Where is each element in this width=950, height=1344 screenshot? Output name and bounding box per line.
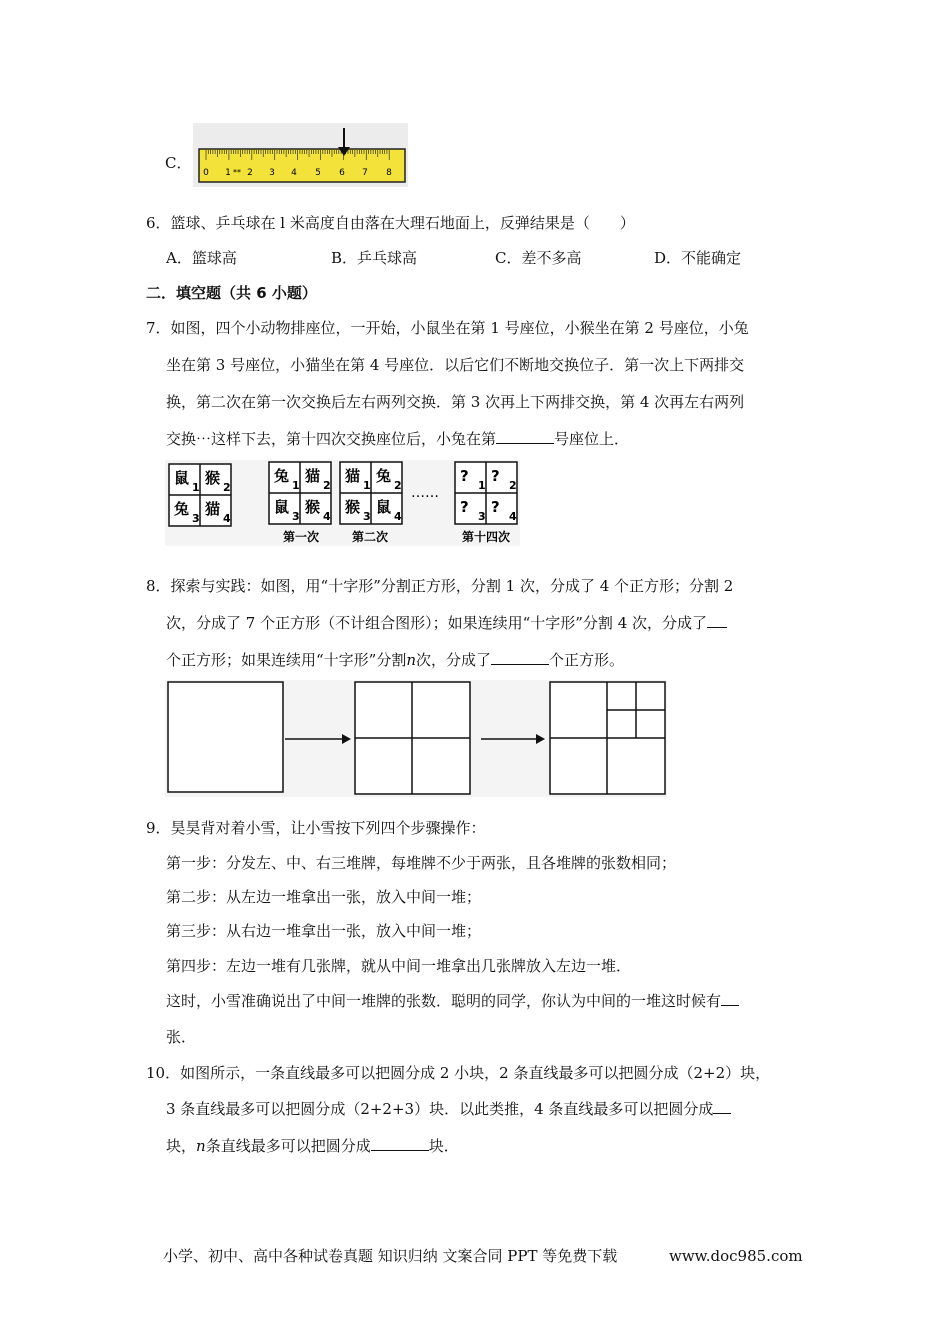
q9-step-3: 第三步：从右边一堆拿出一张，放入中间一堆； — [166, 922, 482, 940]
q10-line-3-head: 块， — [166, 1137, 197, 1155]
seat-animal: 猴 — [205, 469, 221, 488]
q9-step-4: 第四步：左边一堆有几张牌，就从中间一堆拿出几张牌放入左边一堆． — [166, 957, 632, 975]
ruler-number: 1 — [225, 168, 231, 178]
q7-line-4 — [166, 429, 629, 449]
seat-swap-figure — [165, 460, 520, 546]
ruler-number: 0 — [203, 168, 209, 178]
ellipsis: …… — [411, 485, 439, 501]
seat-number: 1 — [292, 479, 300, 492]
seat-number: 2 — [394, 479, 402, 492]
caption-first: 第一次 — [282, 530, 320, 544]
q8-line-3-tail: 个正方形。 — [549, 651, 625, 669]
seat-number: 2 — [323, 479, 331, 492]
q10-line-2-text: 3 条直线最多可以把圆分成（2+2+3）块．以此类推，4 条直线最多可以把圆分成 — [166, 1100, 714, 1118]
seat-number: 4 — [509, 510, 517, 523]
seat-grid-second — [340, 462, 402, 524]
ruler-number: 5 — [315, 168, 321, 178]
square-step-0 — [168, 682, 283, 792]
q10-line-2 — [166, 1099, 731, 1119]
q6-stem: 6．篮球、乒乓球在 l 米高度自由落在大理石地面上，反弹结果是（ ） — [146, 214, 635, 232]
seat-animal: ? — [491, 467, 500, 486]
q8-line-2-text: 次，分成了 7 个正方形（不计组合图形）；如果连续用“十字形”分割 4 次，分成了 — [166, 614, 707, 632]
q7-line-1: 7．如图，四个小动物排座位，一开始，小鼠坐在第 1 号座位，小猴坐在第 2 号座位，小兔 — [146, 319, 749, 337]
seat-number: 2 — [509, 479, 517, 492]
q8-line-2 — [166, 613, 727, 633]
seat-animal: 猫 — [205, 500, 221, 519]
q9-line-6-text: 这时，小雪准确说出了中间一堆牌的张数．聪明的同学，你认为中间的一堆这时候有 — [166, 992, 722, 1010]
q9-step-2: 第二步：从左边一堆拿出一张，放入中间一堆； — [166, 888, 482, 906]
q9-line-1: 9．昊昊背对着小雪，让小雪按下列四个步骤操作： — [146, 819, 486, 837]
seat-animal: 猫 — [345, 467, 361, 486]
ruler-number: 3 — [269, 168, 275, 178]
seat-animal: 猴 — [305, 498, 321, 517]
q8-line-3-mid: 次，分成了 — [416, 651, 492, 669]
ruler-figure — [193, 123, 408, 187]
seat-number: 4 — [394, 510, 402, 523]
q10-answer-blank-2[interactable] — [371, 1136, 429, 1151]
seat-animal: ? — [460, 467, 469, 486]
seat-number: 1 — [363, 479, 371, 492]
seat-animal: 鼠 — [376, 498, 392, 517]
q8-answer-blank-1[interactable] — [707, 613, 727, 628]
q8-line-1: 8．探索与实践：如图，用“十字形”分割正方形，分割 1 次，分成了 4 个正方形；分割 2 — [146, 577, 734, 595]
seat-number: 4 — [323, 510, 331, 523]
footer-text: 小学、初中、高中各种试卷真题 知识归纳 文案合同 PPT 等免费下载 — [163, 1247, 618, 1265]
seat-animal: 兔 — [376, 467, 392, 486]
q7-line-2: 坐在第 3 号座位，小猫坐在第 4 号座位．以后它们不断地交换位子．第一次上下两排交 — [166, 356, 745, 374]
ruler-number: 4 — [291, 168, 297, 178]
q9-step-1: 第一步：分发左、中、右三堆牌，每堆牌不少于两张，且各堆牌的张数相同； — [166, 854, 677, 872]
q10-answer-blank-1[interactable] — [713, 1099, 731, 1114]
q6-option-c: C．差不多高 — [495, 249, 582, 267]
q9-line-7: 张． — [166, 1028, 197, 1046]
seat-animal: 兔 — [174, 500, 190, 519]
seat-animal: 鼠 — [174, 469, 190, 488]
q7-line-3: 换，第二次在第一次交换后左右两列交换．第 3 次再上下两排交换，第 4 次再左右两列 — [166, 393, 745, 411]
q8-answer-blank-2[interactable] — [491, 650, 549, 665]
q8-line-3 — [166, 650, 624, 670]
seat-grid-initial — [169, 464, 231, 526]
seat-animal: 猫 — [305, 467, 321, 486]
seat-number: 1 — [192, 481, 200, 494]
ruler-mark: ** — [233, 168, 241, 177]
seat-number: 1 — [478, 479, 486, 492]
seat-number: 3 — [192, 512, 200, 525]
q10-line-3-mid: 条直线最多可以把圆分成 — [205, 1137, 371, 1155]
q7-line-4-text: 交换⋯这样下去，第十四次交换座位后，小兔在第 — [166, 430, 497, 448]
q10-line-3 — [166, 1136, 459, 1156]
section-title: 二．填空题（共 6 小题） — [146, 284, 317, 302]
q9-answer-blank[interactable] — [721, 991, 739, 1006]
seat-animal: 兔 — [274, 467, 290, 486]
q5-option-c-label: C． — [165, 154, 192, 172]
cross-split-figure — [165, 680, 667, 797]
seat-number: 3 — [478, 510, 486, 523]
q7-answer-blank[interactable] — [496, 429, 554, 444]
q9-line-6 — [166, 991, 739, 1011]
q7-line-4-tail: 号座位上． — [554, 430, 630, 448]
q10-line-1: 10．如图所示，一条直线最多可以把圆分成 2 小块，2 条直线最多可以把圆分成（2+2）块， — [146, 1064, 771, 1082]
caption-second: 第二次 — [351, 530, 389, 544]
seat-animal: 猴 — [345, 498, 361, 517]
q6-option-d: D．不能确定 — [654, 249, 742, 267]
seat-number: 4 — [223, 512, 231, 525]
seat-number: 3 — [363, 510, 371, 523]
ruler-number: 2 — [247, 168, 253, 178]
seat-animal: ? — [491, 498, 500, 517]
seat-grid-first — [269, 462, 331, 524]
variable-n: n — [196, 1137, 206, 1155]
q8-line-3-text: 个正方形；如果连续用“十字形”分割 — [166, 651, 407, 669]
seat-animal: ? — [460, 498, 469, 517]
ruler-number: 8 — [386, 168, 392, 178]
footer-url[interactable]: www.doc985.com — [669, 1247, 803, 1265]
q6-option-b: B．乒乓球高 — [331, 249, 418, 267]
seat-number: 2 — [223, 481, 231, 494]
seat-grid-fourteenth — [455, 462, 517, 524]
seat-number: 3 — [292, 510, 300, 523]
q10-line-3-tail: 块． — [428, 1137, 459, 1155]
caption-fourteenth: 第十四次 — [461, 530, 511, 544]
variable-n: n — [406, 651, 417, 669]
q6-option-a: A．篮球高 — [166, 249, 237, 267]
seat-animal: 鼠 — [274, 498, 290, 517]
ruler-number: 6 — [339, 168, 345, 178]
ruler-number: 7 — [362, 168, 368, 178]
